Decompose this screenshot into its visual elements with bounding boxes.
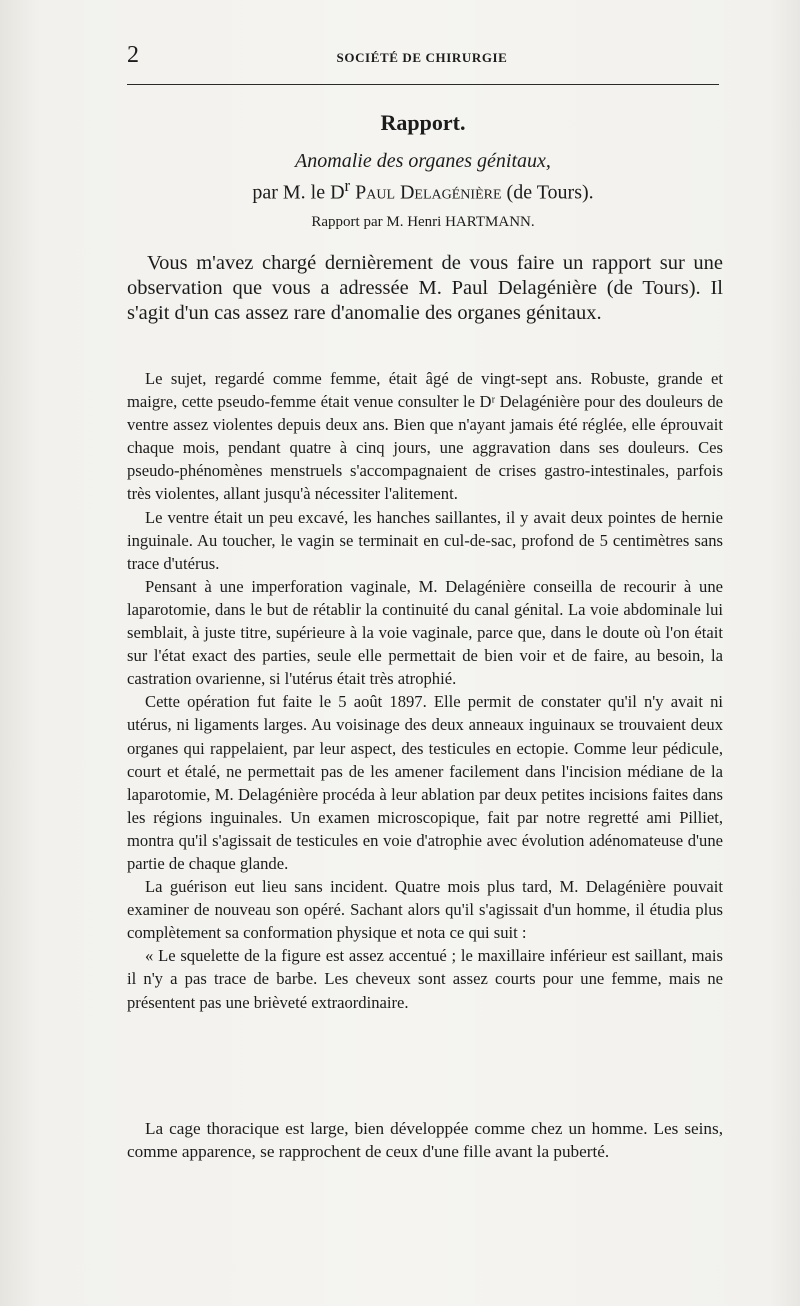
author-prefix: par M. le D: [252, 181, 345, 204]
body-paragraph: Pensant à une imperforation vaginale, M. Delagénière conseilla de recourir à une laparotomie, dans le but de rétablir la continuité du canal génital. La voie abdominale lui semblait, à juste titre, supérieure à la voie vaginale, parce que, dans le doute où l'on était sur l'état exact des parties, seule elle permettait de bien voir et de faire, au besoin, la castration ovarienne, si l'utérus était très atrophié.: [127, 576, 723, 689]
closing-text: [127, 1117, 723, 1163]
section-title: Rapport.: [380, 110, 466, 135]
page-number: 2: [127, 42, 139, 68]
article-author: [127, 176, 719, 205]
body-paragraph: Le sujet, regardé comme femme, était âgé de vingt-sept ans. Robuste, grande et maigre, cette pseudo-femme était venue consulter le Dʳ Delagénière pour des douleurs de ventre assez violentes depuis deux ans. Bien que n'ayant jamais été réglée, elle éprouvait chaque mois, pendant quatre à cinq jours, une aggravation dans ses douleurs. Ces pseudo-phénomènes menstruels s'accompagnaient de crises gastro-intestinales, parfois très violentes, allant jusqu'à nécessiter l'alitement.: [127, 369, 723, 504]
intro-paragraph: Vous m'avez chargé dernièrement de vous faire un rapport sur une observation que vous a adressée M. Paul Delagénière (de Tours). Il s'agit d'un cas assez rare d'anomalie des organes génitaux.: [127, 252, 723, 324]
author-sup: r: [344, 176, 351, 195]
body-paragraph: « Le squelette de la figure est assez accentué ; le maxillaire inférieur est saillant, mais il n'y a pas trace de barbe. Les cheveux sont assez courts pour une femme, mais ne présentent pas une brièveté extraordinaire.: [127, 946, 723, 1012]
author-suffix: (de Tours).: [506, 181, 594, 204]
body-paragraph: La guérison eut lieu sans incident. Quatre mois plus tard, M. Delagénière pouvait examiner de nouveau son opéré. Sachant alors qu'il s'agissait d'un homme, il étudia plus complètement sa conformation physique et nota ce qui suit :: [127, 877, 723, 943]
closing-paragraph: La cage thoracique est large, bien développée comme chez un homme. Les seins, comme apparence, se rapprochent de ceux d'une fille avant la puberté.: [127, 1119, 723, 1161]
header-rule: [127, 84, 719, 85]
rapporteur-line: Rapport par M. Henri HARTMANN.: [311, 214, 535, 230]
body-paragraph: Le ventre était un peu excavé, les hanches saillantes, il y avait deux pointes de hernie inguinale. Au toucher, le vagin se terminait en cul-de-sac, profond de 5 centimètres sans trace d'utérus.: [127, 507, 723, 573]
author-name: Paul Delagénière: [355, 181, 502, 204]
running-head: SOCIÉTÉ DE CHIRURGIE: [336, 50, 508, 65]
article-subtitle: Anomalie des organes génitaux,: [295, 150, 551, 172]
body-text: [127, 367, 723, 1014]
body-paragraph: Cette opération fut faite le 5 août 1897. Elle permit de constater qu'il n'y avait ni utérus, ni ligaments larges. Au voisinage des deux anneaux inguinaux se trouvaient deux organes qui rappelaient, par leur aspect, des testicules en ectopie. Comme leur pédicule, court et étalé, ne permettait pas de les amener facilement dans l'incision médiane de la laparotomie, M. Delagénière procéda à leur ablation par deux petites incisions faites dans les régions inguinales. Un examen microscopique, fait par notre regretté ami Pilliet, montra qu'il s'agissait de testicules en voie d'atrophie avec évolution adénomateuse d'une partie de chaque glande.: [127, 692, 723, 873]
page-header: [127, 42, 717, 72]
